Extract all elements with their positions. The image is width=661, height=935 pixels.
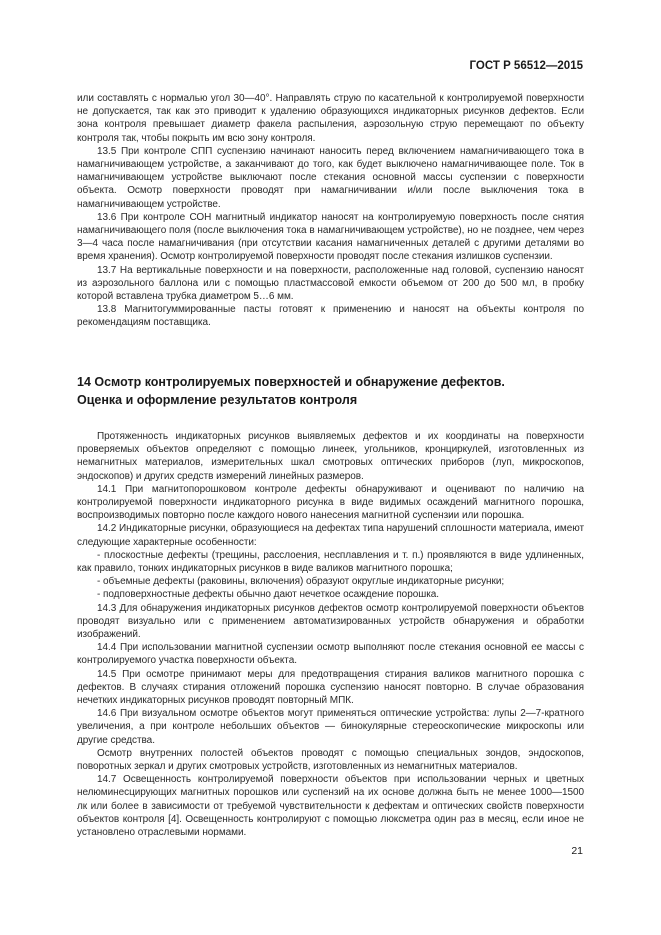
- paragraph-14-6-cavities: Осмотр внутренних полостей объектов проводят с помощью специальных зондов, эндоскопов, поворотных зеркал и других смотровых устройств, изготовленных из немагнитных материалов.: [77, 747, 584, 773]
- paragraph-13-5: 13.5 При контроле СПП суспензию начинают наносить перед включением намагничивающего тока в намагничивающем устройстве, а заканчивают до того, как будет выключено намагничивающее поле. Ток в намагничивающем устройстве выключают после стекания основной массы суспензии с поверхности объекта. Осмотр поверхности проводят при намагничивании и/или после выключения тока в намагничивающем устройстве.: [77, 145, 584, 210]
- list-item-subsurface-defects: - подповерхностные дефекты обычно дают нечеткое осаждение порошка.: [97, 589, 439, 601]
- list-item-planar-defects: - плоскостные дефекты (трещины, расслоения, несплавления и т. п.) проявляются в виде удлиненных, как правило, тонких индикаторных рисунков в виде валиков магнитного порошка;: [77, 549, 584, 575]
- paragraph-14-7: 14.7 Освещенность контролируемой поверхности объектов при использовании черных и цветных нелюминесцирующих магнитных порошков или суспензий на их основе должна быть не менее 1000—1500 лк или более в зависимости от требуемой чувствительности к дефектам и оптических свойств поверхности объектов контроля [4]. Освещенность контролируют с помощью люксметра один раз в месяц, если иное не установлено отраслевыми нормами.: [77, 774, 584, 839]
- standard-header: ГОСТ Р 56512—2015: [469, 60, 583, 72]
- paragraph-14-6: 14.6 При визуальном осмотре объектов могут применяться оптические устройства: лупы 2—7-кратного увеличения, а при контроле небольших объектов — бинокулярные стереоскопические микроскопы или другие средства.: [77, 708, 584, 746]
- paragraph-13-8: 13.8 Магнитогуммированные пасты готовят к применению и наносят на объекты контроля по рекомендациям поставщика.: [77, 304, 584, 329]
- section-heading-line1: 14 Осмотр контролируемых поверхностей и обнаружение дефектов.: [77, 375, 505, 389]
- paragraph-14-4: 14.4 При использовании магнитной суспензии осмотр выполняют после стекания основной ее массы с контролируемого участка поверхности объекта.: [77, 642, 584, 667]
- section-14-body: [77, 430, 584, 839]
- paragraph-13-6: 13.6 При контроле СОН магнитный индикатор наносят на контролируемую поверхность после снятия намагничивающего поля (после выключения тока в намагничивающем устройстве), но не позднее, чем через 3—4 часа после намагничивания (при отсутствии касания намагниченных деталей с другими деталями во время хранения). Осмотр контролируемой поверхности проводят после стекания излишков суспензии.: [77, 211, 584, 263]
- section-14-heading: [77, 373, 584, 409]
- paragraph-14-2: 14.2 Индикаторные рисунки, образующиеся на дефектах типа нарушений сплошности материала, имеют следующие характерные особенности:: [77, 523, 584, 548]
- paragraph-13-7: 13.7 На вертикальные поверхности и на поверхности, расположенные над головой, суспензию наносят из аэрозольного баллона или с помощью пластмассовой емкости объемом от 200 до 500 мл, в пробку которой вставлена трубка диаметром 5…6 мм.: [77, 264, 584, 303]
- paragraph-14-5: 14.5 При осмотре принимают меры для предотвращения стирания валиков магнитного порошка с дефектов. В случаях стирания отложений порошка суспензию наносят повторно. В случае образования нечетких индикаторных рисунков проводят повторный МПК.: [77, 668, 584, 707]
- section-13-continuation: [77, 92, 584, 330]
- paragraph-14-3: 14.3 Для обнаружения индикаторных рисунков дефектов осмотр контролируемой поверхности объектов проводят визуально или с применением автоматизированных устройств обнаружения и обработки изображений.: [77, 602, 584, 641]
- paragraph-14-1: 14.1 При магнитопорошковом контроле дефекты обнаруживают и оценивают по наличию на контролируемой поверхности индикаторного рисунка в виде видимых осаждений магнитного порошка, воспроизводимых повторно после каждого нового нанесения магнитной суспензии или порошка.: [77, 483, 584, 522]
- section-heading-line2: Оценка и оформление результатов контроля: [77, 393, 358, 407]
- page-number: 21: [571, 845, 583, 857]
- paragraph-13-4-end: или составлять с нормалью угол 30—40°. Направлять струю по касательной к контролируемой поверхности не допускается, так как это приводит к удалению образующихся индикаторных рисунков дефектов. Если зона контроля превышает диаметр факела распыления, аэрозольную струю перемещают по объекту контроля так, чтобы покрыть им всю зону контроля.: [77, 93, 584, 144]
- list-item-volumetric-defects: - объемные дефекты (раковины, включения) образуют округлые индикаторные рисунки;: [97, 576, 505, 588]
- paragraph-14-intro: Протяженность индикаторных рисунков выявляемых дефектов и их координаты на поверхности проверяемых объектов определяют с помощью линеек, угольников, кронциркулей, изготовленных из немагнитных материалов, измерительных шкал смотровых оптических приборов (луп, микроскопов, эндоскопов) и других средств измерений линейных размеров.: [77, 431, 584, 482]
